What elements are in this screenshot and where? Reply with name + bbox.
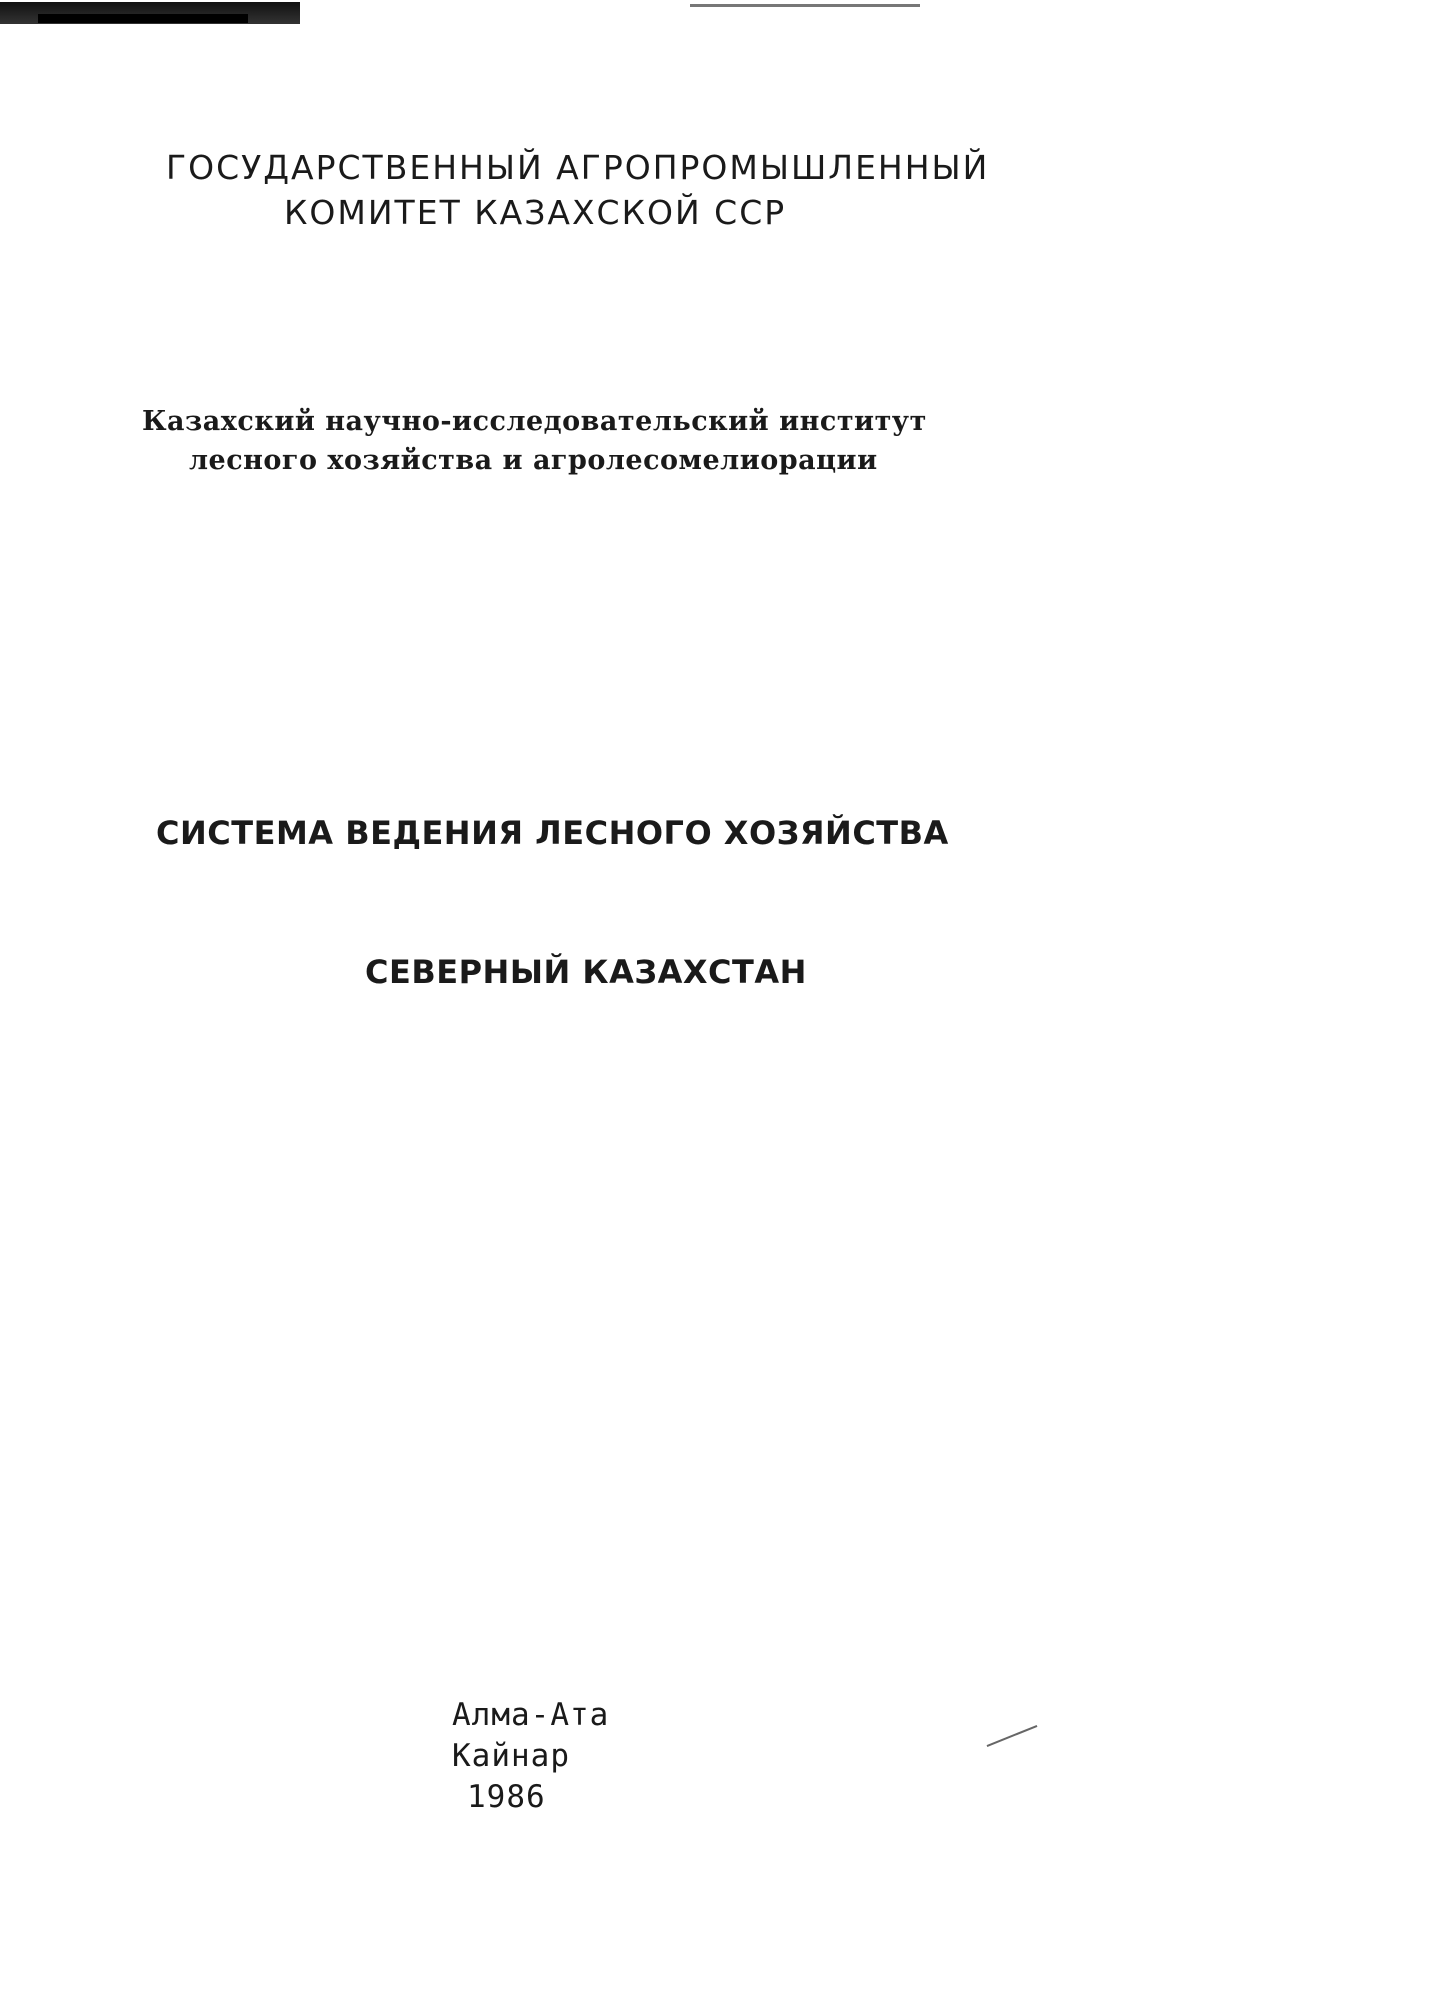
document-subtitle-region: СЕВЕРНЫЙ КАЗАХСТАН xyxy=(365,953,807,991)
imprint-year: 1986 xyxy=(467,1779,546,1815)
header-line-2: КОМИТЕТ КАЗАХСКОЙ ССР xyxy=(284,193,787,232)
document-title: СИСТЕМА ВЕДЕНИЯ ЛЕСНОГО ХОЗЯЙСТВА xyxy=(156,814,949,852)
scan-artifact-top-right xyxy=(690,4,920,7)
institute-line-1: Казахский научно-исследовательский институт xyxy=(142,406,927,437)
imprint-publisher: Кайнар xyxy=(452,1738,570,1774)
header-line-1: ГОСУДАРСТВЕННЫЙ АГРОПРОМЫШЛЕННЫЙ xyxy=(166,148,990,187)
institute-line-2: лесного хозяйства и агролесомелиорации xyxy=(189,445,878,476)
imprint-city: Алма-Ата xyxy=(452,1697,610,1733)
scan-artifact-top-bar xyxy=(38,14,248,23)
scan-artifact-stroke xyxy=(987,1725,1038,1747)
